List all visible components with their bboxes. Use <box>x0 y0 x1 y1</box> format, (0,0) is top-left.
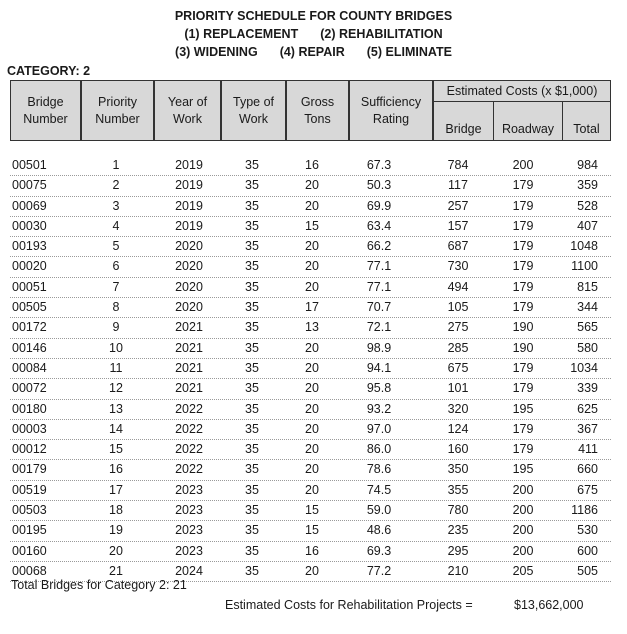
cell-bridge-cost: 275 <box>447 320 469 335</box>
cell-type-of-work: 35 <box>245 218 259 233</box>
cell-total-cost: 580 <box>577 340 598 355</box>
cell-bridge-number: 00084 <box>12 360 47 375</box>
cell-total-cost: 600 <box>577 543 598 558</box>
cell-priority-number: 4 <box>112 218 120 233</box>
cell-sufficiency-rating: 74.5 <box>366 482 392 497</box>
cell-gross-tons: 20 <box>305 360 319 375</box>
cell-year-of-work: 2022 <box>175 401 203 416</box>
cell-bridge-cost: 784 <box>447 158 469 172</box>
cell-gross-tons: 20 <box>305 442 319 457</box>
cell-sufficiency-rating: 50.3 <box>366 178 392 193</box>
header-text: Number <box>95 111 140 126</box>
cell-priority-number: 3 <box>112 198 120 213</box>
header-estimated-costs <box>433 80 611 102</box>
cell-roadway-cost: 179 <box>512 421 534 436</box>
cell-roadway-cost: 179 <box>512 381 534 396</box>
cell-roadway-cost: 190 <box>512 320 534 335</box>
cell-sufficiency-rating: 48.6 <box>366 523 392 538</box>
cell-gross-tons: 17 <box>305 300 319 315</box>
cell-gross-tons: 16 <box>305 158 319 172</box>
cell-year-of-work: 2020 <box>175 259 203 274</box>
header-roadway-cost <box>493 101 563 141</box>
cell-roadway-cost: 200 <box>512 503 534 518</box>
table-row <box>10 440 611 460</box>
cell-roadway-cost: 195 <box>512 462 534 477</box>
cell-type-of-work: 35 <box>245 279 259 294</box>
cell-roadway-cost: 190 <box>512 340 534 355</box>
cell-year-of-work: 2023 <box>175 503 203 518</box>
cell-year-of-work: 2023 <box>175 523 203 538</box>
category-widening: (3) WIDENING <box>175 45 258 59</box>
category-repair: (4) REPAIR <box>279 45 345 59</box>
cell-bridge-cost: 257 <box>447 198 469 213</box>
cell-gross-tons: 15 <box>305 523 319 538</box>
cell-gross-tons: 20 <box>305 239 319 254</box>
header-text: Work <box>173 111 202 126</box>
cell-gross-tons: 15 <box>305 503 319 518</box>
cell-roadway-cost: 179 <box>512 279 534 294</box>
cell-roadway-cost: 179 <box>512 178 534 193</box>
cell-type-of-work: 35 <box>245 523 259 538</box>
cell-bridge-cost: 101 <box>447 381 469 396</box>
cell-sufficiency-rating: 66.2 <box>366 239 392 254</box>
header-text: Total <box>573 121 600 136</box>
cell-priority-number: 6 <box>112 259 120 274</box>
cell-priority-number: 11 <box>109 360 123 375</box>
cell-sufficiency-rating: 93.2 <box>366 401 392 416</box>
cell-year-of-work: 2019 <box>175 218 203 233</box>
cell-type-of-work: 35 <box>245 442 259 457</box>
title-line-3 <box>0 43 627 61</box>
table-row <box>10 237 611 257</box>
cell-roadway-cost: 179 <box>512 239 534 254</box>
header-text: Year of <box>167 94 208 109</box>
table-row <box>10 501 611 521</box>
table-row <box>10 176 611 196</box>
cell-bridge-number: 00505 <box>12 300 47 315</box>
header-text: Estimated Costs (x $1,000) <box>446 83 598 98</box>
cell-type-of-work: 35 <box>245 158 259 172</box>
cell-gross-tons: 20 <box>305 259 319 274</box>
cell-gross-tons: 20 <box>305 563 319 578</box>
cell-year-of-work: 2022 <box>175 462 203 477</box>
cell-priority-number: 19 <box>109 523 123 538</box>
cell-gross-tons: 20 <box>305 198 319 213</box>
cell-priority-number: 2 <box>112 178 120 193</box>
cell-priority-number: 20 <box>109 543 123 558</box>
cell-priority-number: 10 <box>109 340 123 355</box>
header-priority-number <box>81 80 154 141</box>
cell-total-cost: 660 <box>577 462 598 477</box>
table-row <box>10 217 611 237</box>
cell-priority-number: 5 <box>112 239 120 254</box>
cell-total-cost: 339 <box>577 381 598 396</box>
total-bridges-text: Total Bridges for Category 2: 21 <box>11 578 187 592</box>
cell-bridge-number: 00160 <box>12 543 47 558</box>
cell-gross-tons: 20 <box>305 421 319 436</box>
header-bridge-number <box>10 80 81 141</box>
cell-gross-tons: 20 <box>305 462 319 477</box>
cell-bridge-cost: 320 <box>447 401 469 416</box>
table-row <box>10 400 611 420</box>
cell-gross-tons: 13 <box>305 320 319 335</box>
cell-gross-tons: 16 <box>305 543 319 558</box>
cell-bridge-cost: 350 <box>447 462 469 477</box>
cell-total-cost: 984 <box>577 158 598 172</box>
cell-type-of-work: 35 <box>245 340 259 355</box>
cell-type-of-work: 35 <box>245 198 259 213</box>
cell-sufficiency-rating: 67.3 <box>366 158 392 172</box>
cell-year-of-work: 2019 <box>175 198 203 213</box>
cell-year-of-work: 2021 <box>175 320 203 335</box>
cell-sufficiency-rating: 77.2 <box>366 563 392 578</box>
cell-total-cost: 1048 <box>570 239 598 254</box>
cell-year-of-work: 2021 <box>175 381 203 396</box>
cell-priority-number: 17 <box>109 482 123 497</box>
header-year-of-work <box>154 80 221 141</box>
category-label: CATEGORY: 2 <box>7 64 91 78</box>
cell-priority-number: 7 <box>112 279 120 294</box>
cell-bridge-number: 00501 <box>12 158 47 172</box>
cell-roadway-cost: 205 <box>512 563 534 578</box>
cell-bridge-number: 00020 <box>12 259 47 274</box>
cell-gross-tons: 20 <box>305 381 319 396</box>
cell-gross-tons: 20 <box>305 401 319 416</box>
cell-year-of-work: 2020 <box>175 279 203 294</box>
cell-roadway-cost: 200 <box>512 543 534 558</box>
cell-year-of-work: 2019 <box>175 158 203 172</box>
header-text: Roadway <box>501 121 555 136</box>
cell-type-of-work: 35 <box>245 178 259 193</box>
cell-roadway-cost: 179 <box>512 259 534 274</box>
cell-total-cost: 528 <box>577 198 598 213</box>
cell-total-cost: 675 <box>577 482 598 497</box>
header-bridge-cost <box>433 101 494 141</box>
cell-bridge-number: 00075 <box>12 178 47 193</box>
category-replacement: (1) REPLACEMENT <box>184 27 299 41</box>
table-body <box>10 156 611 582</box>
cell-total-cost: 1186 <box>571 503 598 518</box>
cell-roadway-cost: 179 <box>512 360 534 375</box>
header-text: Type of <box>233 94 274 109</box>
cell-bridge-number: 00051 <box>12 279 47 294</box>
cell-roadway-cost: 179 <box>512 300 534 315</box>
category-rehabilitation: (2) REHABILITATION <box>320 27 443 41</box>
cell-bridge-number: 00146 <box>12 340 47 355</box>
cell-sufficiency-rating: 63.4 <box>366 218 392 233</box>
cell-bridge-number: 00012 <box>12 442 47 457</box>
header-text: Rating <box>372 111 410 126</box>
cell-roadway-cost: 179 <box>512 442 534 457</box>
cell-type-of-work: 35 <box>245 503 259 518</box>
table-row <box>10 420 611 440</box>
cell-sufficiency-rating: 72.1 <box>366 320 392 335</box>
cell-year-of-work: 2020 <box>175 239 203 254</box>
cell-priority-number: 21 <box>109 563 123 578</box>
cell-gross-tons: 20 <box>305 279 319 294</box>
cell-total-cost: 407 <box>577 218 598 233</box>
cell-sufficiency-rating: 70.7 <box>366 300 392 315</box>
cell-year-of-work: 2023 <box>175 482 203 497</box>
cell-bridge-cost: 494 <box>447 279 469 294</box>
cell-total-cost: 367 <box>577 421 598 436</box>
cell-type-of-work: 35 <box>245 462 259 477</box>
cell-bridge-number: 00519 <box>12 482 47 497</box>
cell-year-of-work: 2021 <box>175 340 203 355</box>
cell-type-of-work: 35 <box>245 320 259 335</box>
cell-year-of-work: 2024 <box>175 563 203 578</box>
cell-gross-tons: 15 <box>305 218 319 233</box>
cell-type-of-work: 35 <box>245 543 259 558</box>
cell-type-of-work: 35 <box>245 259 259 274</box>
cell-gross-tons: 20 <box>305 178 319 193</box>
title-line-2 <box>0 25 627 43</box>
table-row <box>10 359 611 379</box>
cell-bridge-number: 00069 <box>12 198 47 213</box>
cell-total-cost: 815 <box>577 279 598 294</box>
cell-bridge-cost: 210 <box>447 563 469 578</box>
cell-bridge-number: 00172 <box>12 320 47 335</box>
cell-year-of-work: 2023 <box>175 543 203 558</box>
cell-bridge-cost: 157 <box>447 218 469 233</box>
header-text: Number <box>23 111 68 126</box>
cell-year-of-work: 2022 <box>175 442 203 457</box>
cell-sufficiency-rating: 95.8 <box>366 381 392 396</box>
cell-bridge-number: 00179 <box>12 462 47 477</box>
cell-priority-number: 16 <box>109 462 123 477</box>
cell-sufficiency-rating: 59.0 <box>366 503 392 518</box>
cell-year-of-work: 2020 <box>175 300 203 315</box>
cell-type-of-work: 35 <box>245 421 259 436</box>
cell-roadway-cost: 179 <box>512 218 534 233</box>
cell-bridge-cost: 675 <box>447 360 469 375</box>
cell-type-of-work: 35 <box>245 360 259 375</box>
cell-year-of-work: 2021 <box>175 360 203 375</box>
cell-roadway-cost: 200 <box>512 523 534 538</box>
table-row <box>10 298 611 318</box>
cell-sufficiency-rating: 77.1 <box>366 279 392 294</box>
header-text: Priority <box>98 94 137 109</box>
cell-total-cost: 505 <box>577 563 598 578</box>
cell-type-of-work: 35 <box>245 482 259 497</box>
cell-total-cost: 359 <box>577 178 598 193</box>
cell-roadway-cost: 179 <box>512 198 534 213</box>
cell-sufficiency-rating: 77.1 <box>366 259 392 274</box>
cell-bridge-number: 00503 <box>12 503 47 518</box>
table-header <box>10 80 611 141</box>
cell-total-cost: 411 <box>578 442 598 457</box>
cell-roadway-cost: 200 <box>512 158 534 172</box>
cell-sufficiency-rating: 86.0 <box>366 442 392 457</box>
table-row <box>10 460 611 480</box>
cell-sufficiency-rating: 78.6 <box>366 462 392 477</box>
table-row <box>10 257 611 277</box>
cell-year-of-work: 2019 <box>175 178 203 193</box>
cell-bridge-cost: 105 <box>447 300 469 315</box>
cell-type-of-work: 35 <box>245 381 259 396</box>
cell-type-of-work: 35 <box>245 563 259 578</box>
cell-priority-number: 18 <box>109 503 123 518</box>
cell-total-cost: 344 <box>577 300 598 315</box>
cell-bridge-cost: 687 <box>447 239 469 254</box>
cell-bridge-cost: 124 <box>447 421 469 436</box>
cell-bridge-cost: 235 <box>447 523 469 538</box>
cell-priority-number: 9 <box>112 320 120 335</box>
cell-gross-tons: 20 <box>305 482 319 497</box>
header-type-of-work <box>221 80 286 141</box>
cell-year-of-work: 2022 <box>175 421 203 436</box>
estimated-costs-value: $13,662,000 <box>514 598 584 612</box>
cell-sufficiency-rating: 94.1 <box>366 360 392 375</box>
cell-total-cost: 565 <box>577 320 598 335</box>
header-text: Work <box>239 111 268 126</box>
cell-priority-number: 1 <box>112 158 120 172</box>
header-text: Tons <box>304 111 331 126</box>
cell-bridge-cost: 730 <box>447 259 469 274</box>
cell-sufficiency-rating: 98.9 <box>366 340 392 355</box>
cell-sufficiency-rating: 97.0 <box>366 421 392 436</box>
cell-bridge-cost: 780 <box>447 503 469 518</box>
cell-bridge-cost: 285 <box>447 340 469 355</box>
cell-sufficiency-rating: 69.3 <box>366 543 392 558</box>
cell-priority-number: 8 <box>112 300 120 315</box>
header-text: Bridge <box>445 121 482 136</box>
cell-bridge-cost: 295 <box>447 543 469 558</box>
header-text: Gross <box>300 94 335 109</box>
cell-priority-number: 14 <box>109 421 123 436</box>
header-text: Bridge <box>27 94 64 109</box>
category-eliminate: (5) ELIMINATE <box>366 45 452 59</box>
cell-type-of-work: 35 <box>245 239 259 254</box>
cell-bridge-cost: 355 <box>447 482 469 497</box>
cell-sufficiency-rating: 69.9 <box>366 198 392 213</box>
header-text: Sufficiency <box>360 94 422 109</box>
table-row <box>10 156 611 176</box>
cell-bridge-number: 00003 <box>12 421 47 436</box>
table-row <box>10 278 611 298</box>
cell-roadway-cost: 200 <box>512 482 534 497</box>
estimated-costs-label: Estimated Costs for Rehabilitation Projects = <box>225 598 473 612</box>
title-line-1 <box>0 7 627 25</box>
header-gross-tons <box>286 80 349 141</box>
header-sufficiency-rating <box>349 80 433 141</box>
cell-bridge-number: 00195 <box>12 523 47 538</box>
cell-priority-number: 13 <box>109 401 123 416</box>
document-title <box>0 7 627 61</box>
cell-bridge-number: 00193 <box>12 239 47 254</box>
cell-total-cost: 1034 <box>570 360 598 375</box>
cell-priority-number: 15 <box>109 442 123 457</box>
table-row <box>10 379 611 399</box>
table-row <box>10 481 611 501</box>
table-row <box>10 521 611 541</box>
table-row <box>10 542 611 562</box>
table-row <box>10 197 611 217</box>
table-row <box>10 339 611 359</box>
cell-bridge-number: 00180 <box>12 401 47 416</box>
cell-gross-tons: 20 <box>305 340 319 355</box>
cell-bridge-number: 00072 <box>12 381 47 396</box>
cell-total-cost: 1100 <box>571 259 598 274</box>
cell-priority-number: 12 <box>109 381 123 396</box>
cell-bridge-number: 00030 <box>12 218 47 233</box>
cell-bridge-cost: 160 <box>447 442 469 457</box>
cell-bridge-number: 00068 <box>12 563 47 578</box>
cell-total-cost: 530 <box>577 523 598 538</box>
table-row <box>10 318 611 338</box>
cell-type-of-work: 35 <box>245 401 259 416</box>
cell-total-cost: 625 <box>577 401 598 416</box>
cell-bridge-cost: 117 <box>448 178 468 193</box>
header-total-cost <box>562 101 611 141</box>
cell-type-of-work: 35 <box>245 300 259 315</box>
title-text: PRIORITY SCHEDULE FOR COUNTY BRIDGES <box>174 9 453 23</box>
cell-roadway-cost: 195 <box>512 401 534 416</box>
